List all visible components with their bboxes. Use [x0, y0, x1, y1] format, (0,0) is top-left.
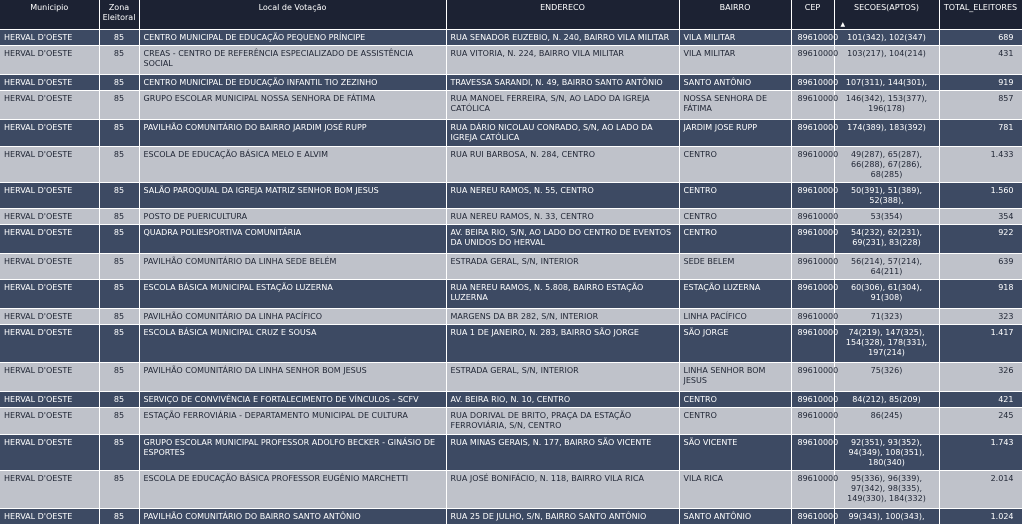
cell-secoes: 95(336), 96(339), 97(342), 98(335), 149(330), 184(332) — [834, 470, 939, 508]
cell-municipio: HERVAL D'OESTE — [0, 391, 99, 407]
table-row[interactable] — [0, 324, 1022, 362]
cell-municipio: HERVAL D'OESTE — [0, 470, 99, 508]
cell-local-votacao: ESCOLA DE EDUCAÇÃO BÁSICA PROFESSOR EUGÊNIO MARCHETTI — [139, 470, 446, 508]
cell-secoes: 75(326) — [834, 362, 939, 391]
cell-municipio: HERVAL D'OESTE — [0, 362, 99, 391]
cell-local-votacao: ESCOLA DE EDUCAÇÃO BÁSICA MELO E ALVIM — [139, 146, 446, 182]
cell-cep: 89610000 — [791, 224, 834, 253]
cell-zona: 85 — [99, 434, 139, 470]
cell-local-votacao: ESCOLA BÁSICA MUNICIPAL ESTAÇÃO LUZERNA — [139, 279, 446, 308]
cell-secoes: 174(389), 183(392) — [834, 119, 939, 146]
cell-cep: 89610000 — [791, 29, 834, 45]
header-endereco[interactable] — [446, 0, 679, 29]
cell-municipio: HERVAL D'OESTE — [0, 308, 99, 324]
cell-cep: 89610000 — [791, 182, 834, 208]
cell-zona: 85 — [99, 208, 139, 224]
cell-bairro: CENTRO — [679, 146, 791, 182]
header-total-eleitores[interactable] — [939, 0, 1022, 29]
cell-secoes: 86(245) — [834, 407, 939, 434]
cell-local-votacao: PAVILHÃO COMUNITÁRIO DO BAIRRO JARDIM JOSÉ RUPP — [139, 119, 446, 146]
cell-municipio: HERVAL D'OESTE — [0, 45, 99, 74]
cell-total-eleitores: 1.433 — [939, 146, 1022, 182]
cell-local-votacao: GRUPO ESCOLAR MUNICIPAL PROFESSOR ADOLFO BECKER - GINÁSIO DE ESPORTES — [139, 434, 446, 470]
cell-zona: 85 — [99, 29, 139, 45]
cell-bairro: CENTRO — [679, 391, 791, 407]
table-row[interactable] — [0, 182, 1022, 208]
cell-municipio: HERVAL D'OESTE — [0, 29, 99, 45]
column-header-label: BAIRRO — [719, 3, 751, 12]
column-header-label: ENDERECO — [540, 3, 585, 12]
cell-cep: 89610000 — [791, 391, 834, 407]
cell-cep: 89610000 — [791, 434, 834, 470]
cell-total-eleitores: 1.560 — [939, 182, 1022, 208]
cell-total-eleitores: 922 — [939, 224, 1022, 253]
table-row[interactable] — [0, 391, 1022, 407]
cell-endereco: AV. BEIRA RIO, S/N, AO LADO DO CENTRO DE EVENTOS DA UNIDOS DO HERVAL — [446, 224, 679, 253]
header-municipio[interactable] — [0, 0, 99, 29]
header-local-votacao[interactable] — [139, 0, 446, 29]
table-row[interactable] — [0, 29, 1022, 45]
column-header-label: SECOES(APTOS) — [854, 3, 919, 12]
cell-bairro: ESTAÇÃO LUZERNA — [679, 279, 791, 308]
cell-zona: 85 — [99, 391, 139, 407]
cell-cep: 89610000 — [791, 470, 834, 508]
cell-endereco: RUA DÁRIO NICOLAU CONRADO, S/N, AO LADO DA IGREJA CATÓLICA — [446, 119, 679, 146]
cell-cep: 89610000 — [791, 407, 834, 434]
cell-cep: 89610000 — [791, 362, 834, 391]
cell-local-votacao: PAVILHÃO COMUNITÁRIO DA LINHA SEDE BELÉM — [139, 253, 446, 279]
table-row[interactable] — [0, 470, 1022, 508]
cell-secoes: 53(354) — [834, 208, 939, 224]
cell-cep: 89610000 — [791, 90, 834, 119]
table-header — [0, 0, 1022, 29]
table-row[interactable] — [0, 74, 1022, 90]
cell-zona: 85 — [99, 508, 139, 524]
sort-ascending-icon[interactable]: ▲ — [840, 20, 846, 28]
table-row[interactable] — [0, 90, 1022, 119]
table-row[interactable] — [0, 224, 1022, 253]
header-bairro[interactable] — [679, 0, 791, 29]
cell-secoes: 50(391), 51(389), 52(388), — [834, 182, 939, 208]
cell-endereco: RUA MINAS GERAIS, N. 177, BAIRRO SÃO VICENTE — [446, 434, 679, 470]
cell-municipio: HERVAL D'OESTE — [0, 146, 99, 182]
cell-secoes: 146(342), 153(377), 196(178) — [834, 90, 939, 119]
cell-secoes: 84(212), 85(209) — [834, 391, 939, 407]
table-row[interactable] — [0, 119, 1022, 146]
cell-total-eleitores: 919 — [939, 74, 1022, 90]
cell-bairro: SÃO VICENTE — [679, 434, 791, 470]
cell-secoes: 74(219), 147(325), 154(328), 178(331), 197(214) — [834, 324, 939, 362]
cell-bairro: SANTO ANTÔNIO — [679, 74, 791, 90]
table-row[interactable] — [0, 508, 1022, 524]
cell-zona: 85 — [99, 119, 139, 146]
table-row[interactable] — [0, 407, 1022, 434]
cell-endereco: RUA NEREU RAMOS, N. 5.808, BAIRRO ESTAÇÃO LUZERNA — [446, 279, 679, 308]
cell-zona: 85 — [99, 279, 139, 308]
cell-municipio: HERVAL D'OESTE — [0, 182, 99, 208]
cell-bairro: SANTO ANTÔNIO — [679, 508, 791, 524]
cell-endereco: RUA JOSÉ BONIFÁCIO, N. 118, BAIRRO VILA RICA — [446, 470, 679, 508]
cell-zona: 85 — [99, 146, 139, 182]
cell-endereco: ESTRADA GERAL, S/N, INTERIOR — [446, 253, 679, 279]
cell-local-votacao: SERVIÇO DE CONVIVÊNCIA E FORTALECIMENTO DE VÍNCULOS - SCFV — [139, 391, 446, 407]
cell-zona: 85 — [99, 90, 139, 119]
table-row[interactable] — [0, 362, 1022, 391]
cell-bairro: CENTRO — [679, 182, 791, 208]
cell-cep: 89610000 — [791, 146, 834, 182]
cell-municipio: HERVAL D'OESTE — [0, 208, 99, 224]
cell-municipio: HERVAL D'OESTE — [0, 90, 99, 119]
cell-endereco: RUA 25 DE JULHO, S/N, BAIRRO SANTO ANTÔNIO — [446, 508, 679, 524]
cell-endereco: RUA DORIVAL DE BRITO, PRAÇA DA ESTAÇÃO FERROVIÁRIA, S/N, CENTRO — [446, 407, 679, 434]
cell-cep: 89610000 — [791, 208, 834, 224]
cell-bairro: CENTRO — [679, 224, 791, 253]
cell-zona: 85 — [99, 407, 139, 434]
cell-bairro: VILA MILITAR — [679, 29, 791, 45]
cell-endereco: RUA SENADOR EUZEBIO, N. 240, BAIRRO VILA MILITAR — [446, 29, 679, 45]
cell-secoes: 54(232), 62(231), 69(231), 83(228) — [834, 224, 939, 253]
cell-bairro: VILA MILITAR — [679, 45, 791, 74]
cell-municipio: HERVAL D'OESTE — [0, 224, 99, 253]
cell-municipio: HERVAL D'OESTE — [0, 407, 99, 434]
cell-local-votacao: GRUPO ESCOLAR MUNICIPAL NOSSA SENHORA DE FÁTIMA — [139, 90, 446, 119]
cell-bairro: CENTRO — [679, 208, 791, 224]
column-header-label: Zona Eleitoral — [102, 3, 136, 22]
table-row[interactable] — [0, 146, 1022, 182]
cell-endereco: RUA MANOEL FERREIRA, S/N, AO LADO DA IGREJA CATÓLICA — [446, 90, 679, 119]
cell-total-eleitores: 639 — [939, 253, 1022, 279]
cell-endereco: MARGENS DA BR 282, S/N, INTERIOR — [446, 308, 679, 324]
cell-total-eleitores: 781 — [939, 119, 1022, 146]
cell-local-votacao: ESCOLA BÁSICA MUNICIPAL CRUZ E SOUSA — [139, 324, 446, 362]
cell-cep: 89610000 — [791, 253, 834, 279]
cell-total-eleitores: 245 — [939, 407, 1022, 434]
cell-zona: 85 — [99, 182, 139, 208]
cell-municipio: HERVAL D'OESTE — [0, 434, 99, 470]
cell-secoes: 103(217), 104(214) — [834, 45, 939, 74]
cell-total-eleitores: 421 — [939, 391, 1022, 407]
cell-endereco: AV. BEIRA RIO, N. 10, CENTRO — [446, 391, 679, 407]
cell-total-eleitores: 689 — [939, 29, 1022, 45]
cell-endereco: RUA NEREU RAMOS, N. 33, CENTRO — [446, 208, 679, 224]
table-row[interactable] — [0, 208, 1022, 224]
cell-total-eleitores: 326 — [939, 362, 1022, 391]
cell-municipio: HERVAL D'OESTE — [0, 74, 99, 90]
cell-secoes: 60(306), 61(304), 91(308) — [834, 279, 939, 308]
cell-endereco: RUA 1 DE JANEIRO, N. 283, BAIRRO SÃO JORGE — [446, 324, 679, 362]
table-body — [0, 29, 1022, 524]
cell-cep: 89610000 — [791, 45, 834, 74]
cell-endereco: TRAVESSA SARANDI, N. 49, BAIRRO SANTO ANTÔNIO — [446, 74, 679, 90]
cell-secoes: 107(311), 144(301), — [834, 74, 939, 90]
cell-local-votacao: SALÃO PAROQUIAL DA IGREJA MATRIZ SENHOR BOM JESUS — [139, 182, 446, 208]
cell-zona: 85 — [99, 253, 139, 279]
cell-endereco: RUA NEREU RAMOS, N. 55, CENTRO — [446, 182, 679, 208]
cell-bairro: SEDE BELEM — [679, 253, 791, 279]
cell-bairro: NOSSA SENHORA DE FÁTIMA — [679, 90, 791, 119]
cell-total-eleitores: 857 — [939, 90, 1022, 119]
table-row[interactable] — [0, 308, 1022, 324]
cell-bairro: LINHA PACÍFICO — [679, 308, 791, 324]
cell-total-eleitores: 354 — [939, 208, 1022, 224]
column-header-label: Local de Votação — [258, 3, 327, 12]
cell-local-votacao: POSTO DE PUERICULTURA — [139, 208, 446, 224]
header-secoes-aptos[interactable] — [834, 0, 939, 29]
cell-local-votacao: PAVILHÃO COMUNITÁRIO DA LINHA PACÍFICO — [139, 308, 446, 324]
cell-cep: 89610000 — [791, 324, 834, 362]
column-header-label: Municipio — [30, 3, 69, 12]
cell-secoes: 92(351), 93(352), 94(349), 108(351), 180(340) — [834, 434, 939, 470]
cell-zona: 85 — [99, 45, 139, 74]
cell-zona: 85 — [99, 470, 139, 508]
cell-bairro: CENTRO — [679, 407, 791, 434]
cell-local-votacao: ESTAÇÃO FERROVIÁRIA - DEPARTAMENTO MUNICIPAL DE CULTURA — [139, 407, 446, 434]
cell-zona: 85 — [99, 362, 139, 391]
header-zona-eleitoral[interactable] — [99, 0, 139, 29]
table-row[interactable] — [0, 253, 1022, 279]
cell-total-eleitores: 323 — [939, 308, 1022, 324]
cell-zona: 85 — [99, 324, 139, 362]
cell-municipio: HERVAL D'OESTE — [0, 508, 99, 524]
cell-municipio: HERVAL D'OESTE — [0, 253, 99, 279]
cell-municipio: HERVAL D'OESTE — [0, 279, 99, 308]
cell-local-votacao: PAVILHÃO COMUNITÁRIO DA LINHA SENHOR BOM JESUS — [139, 362, 446, 391]
cell-total-eleitores: 1.417 — [939, 324, 1022, 362]
cell-local-votacao: CENTRO MUNICIPAL DE EDUCAÇÃO INFANTIL TIO ZEZINHO — [139, 74, 446, 90]
cell-cep: 89610000 — [791, 508, 834, 524]
cell-bairro: LINHA SENHOR BOM JESUS — [679, 362, 791, 391]
column-header-label: TOTAL_ELEITORES — [943, 3, 1018, 12]
cell-cep: 89610000 — [791, 119, 834, 146]
cell-secoes: 101(342), 102(347) — [834, 29, 939, 45]
cell-secoes: 71(323) — [834, 308, 939, 324]
header-cep[interactable] — [791, 0, 834, 29]
cell-bairro: SÃO JORGE — [679, 324, 791, 362]
cell-endereco: RUA RUI BARBOSA, N. 284, CENTRO — [446, 146, 679, 182]
cell-bairro: JARDIM JOSE RUPP — [679, 119, 791, 146]
cell-zona: 85 — [99, 308, 139, 324]
cell-municipio: HERVAL D'OESTE — [0, 119, 99, 146]
cell-secoes: 99(343), 100(343), — [834, 508, 939, 524]
cell-total-eleitores: 918 — [939, 279, 1022, 308]
cell-cep: 89610000 — [791, 308, 834, 324]
cell-secoes: 49(287), 65(287), 66(288), 67(286), 68(285) — [834, 146, 939, 182]
cell-endereco: RUA VITORIA, N. 224, BAIRRO VILA MILITAR — [446, 45, 679, 74]
table-row[interactable] — [0, 434, 1022, 470]
cell-local-votacao: CENTRO MUNICIPAL DE EDUCAÇÃO PEQUENO PRÍNCIPE — [139, 29, 446, 45]
cell-zona: 85 — [99, 74, 139, 90]
cell-total-eleitores: 1.024 — [939, 508, 1022, 524]
header-row — [0, 0, 1022, 29]
table-row[interactable] — [0, 45, 1022, 74]
cell-secoes: 56(214), 57(214), 64(211) — [834, 253, 939, 279]
cell-total-eleitores: 1.743 — [939, 434, 1022, 470]
cell-local-votacao: CREAS - CENTRO DE REFERÊNCIA ESPECIALIZADO DE ASSISTÊNCIA SOCIAL — [139, 45, 446, 74]
cell-zona: 85 — [99, 224, 139, 253]
column-header-label: CEP — [804, 3, 821, 12]
cell-total-eleitores: 431 — [939, 45, 1022, 74]
cell-local-votacao: PAVILHÃO COMUNITÁRIO DO BAIRRO SANTO ANTÔNIO — [139, 508, 446, 524]
cell-total-eleitores: 2.014 — [939, 470, 1022, 508]
cell-municipio: HERVAL D'OESTE — [0, 324, 99, 362]
cell-local-votacao: QUADRA POLIESPORTIVA COMUNITÁRIA — [139, 224, 446, 253]
cell-cep: 89610000 — [791, 74, 834, 90]
cell-cep: 89610000 — [791, 279, 834, 308]
cell-endereco: ESTRADA GERAL, S/N, INTERIOR — [446, 362, 679, 391]
cell-bairro: VILA RICA — [679, 470, 791, 508]
table-row[interactable] — [0, 279, 1022, 308]
